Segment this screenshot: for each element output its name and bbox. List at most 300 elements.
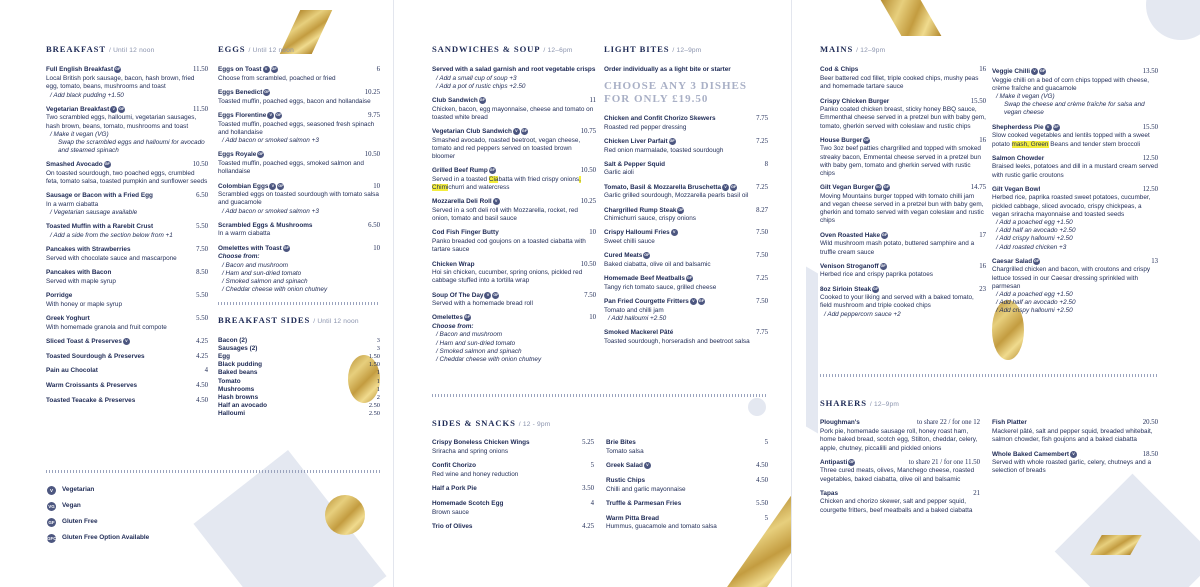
menu-item-name: [46, 315, 90, 324]
menu-item-description: Choose from scrambled, poached or fried: [218, 75, 336, 83]
menu-item-option: / Vegetarian sausage available: [50, 209, 138, 217]
menu-item: [606, 462, 768, 471]
item-name-text: Chicken Wrap: [432, 260, 475, 268]
menu-item-description: Cooked to your liking and served with a baked tomato, field mushroom and triple cooked chips: [820, 294, 974, 310]
item-name-text: Soup Of The Day: [432, 291, 484, 299]
legend-label: Vegetarian: [62, 486, 95, 494]
menu-item-description: Tomato and chilli jam: [604, 306, 664, 314]
menu-item-header: [992, 258, 1158, 267]
sandwiches-column: [432, 44, 596, 370]
item-name-text: Greek Yoghurt: [46, 314, 90, 322]
gf-badge-icon: GF: [1034, 258, 1040, 263]
menu-item: [46, 292, 208, 309]
menu-item: [46, 66, 208, 99]
item-name-text: Tomato, Basil & Mozzarella Bruschetta: [604, 183, 722, 191]
menu-item-header: [218, 151, 380, 160]
gf-badge-icon: GF: [1039, 69, 1046, 73]
item-name-text: Chicken Liver Parfait: [604, 138, 668, 146]
gf-badge-icon: GF: [104, 162, 110, 167]
menu-item-name: [218, 89, 270, 98]
menu-item-option: / Add half an avocado +2.50: [996, 227, 1076, 235]
menu-page-lunch: [408, 0, 792, 587]
menu-item-header: [432, 261, 596, 270]
menu-item-description: Red wine and honey reduction: [432, 471, 519, 478]
side-item-price: 2.50: [368, 402, 380, 410]
legend-item: [46, 518, 206, 527]
legend-label: Gluten Free Option Available: [62, 534, 150, 542]
menu-item-price: 6.50: [368, 221, 380, 229]
menu-item-option: / Ham and sun-dried tomato: [222, 269, 302, 277]
menu-item-price: 5: [590, 462, 594, 470]
item-name-text: Greek Salad: [606, 462, 643, 470]
menu-item-price: 5: [764, 514, 768, 522]
menu-item-name: [820, 232, 888, 241]
eggs-header: EGGS / Until 12 noon: [218, 44, 295, 54]
gfo-badge-icon: GFO: [47, 536, 57, 541]
menu-item-price: 11.50: [192, 66, 208, 74]
menu-item: [604, 161, 768, 178]
item-name-text: Trio of Olives: [432, 522, 473, 530]
menu-item-price: 7.25: [756, 275, 768, 283]
menu-item-option: / Add halloumi +2.50: [608, 314, 667, 322]
menu-item-header: [606, 439, 768, 448]
side-item-name: Baked beans: [218, 369, 258, 377]
gf-badge-icon: GF: [276, 113, 282, 118]
menu-item: [604, 207, 768, 224]
mains-right-column: [992, 68, 1158, 322]
menu-item: [218, 66, 380, 83]
menu-item: [218, 245, 380, 295]
menu-item: [992, 124, 1158, 149]
item-name-text: Oven Roasted Hake: [820, 231, 881, 239]
menu-item-name: [604, 184, 737, 193]
menu-item-description: Sriracha and spring onions: [432, 448, 509, 456]
menu-item-header: [992, 155, 1158, 164]
menu-item-description: Local British pork sausage, bacon, hash brown, fried egg, tomato, beans, mushrooms and toast: [46, 75, 195, 91]
menu-item-option: / Bacon and mushroom: [436, 331, 503, 339]
menu-item-header: [820, 263, 986, 272]
menu-item-price: 10.75: [580, 128, 596, 136]
menu-item-name: [46, 161, 111, 170]
menu-item-price: 16: [979, 66, 986, 74]
menu-item-description: Tangy rich tomato sauce, grilled cheese: [604, 283, 717, 291]
menu-item-name: [604, 329, 673, 338]
menu-item-price: 4: [204, 367, 208, 375]
v-badge-icon: V: [1070, 451, 1077, 458]
side-item-price: 1: [376, 385, 380, 393]
item-name-text: Smoked Mackerel Pâté: [604, 329, 674, 337]
menu-item: [820, 286, 986, 319]
menu-item-price: 5.25: [582, 439, 594, 447]
menu-item-name: [604, 207, 684, 216]
item-name-text: Chargrilled Rump Steak: [604, 206, 677, 214]
item-name-text: Brie Bites: [606, 439, 636, 447]
menu-item-option: / Add a side from the section below from +1: [50, 232, 173, 240]
v-badge-icon: V: [493, 198, 500, 205]
menu-item-option: Swap the cheese and crème fraîche for salsa and vegan cheese: [1004, 101, 1145, 117]
menu-item-name: [46, 353, 145, 362]
menu-item-option: / Smoked salmon and spinach: [436, 347, 522, 355]
menu-item-header: [606, 477, 768, 486]
menu-item-header: [432, 198, 596, 207]
menu-item-price: 7.50: [196, 246, 208, 254]
v-badge-icon: V: [267, 112, 274, 119]
side-item-name: Black pudding: [218, 361, 263, 369]
gf-badge-icon: GF: [114, 67, 121, 72]
v-badge-icon: V: [47, 486, 56, 495]
menu-item-header: [46, 397, 208, 406]
menu-item-price: 20.50: [1142, 419, 1158, 427]
menu-item-price: 8.27: [756, 206, 768, 214]
menu-item-name: [46, 223, 153, 232]
menu-item-price: 16: [979, 136, 986, 144]
item-name-text: Grilled Beef Rump: [432, 167, 488, 175]
menu-item-description: Served in a soft deli roll with Mozzarella, rocket, red onion, tomato and basil sauce: [432, 207, 578, 223]
menu-item-name: [992, 451, 1077, 460]
menu-item-price: 10: [589, 314, 596, 322]
menu-item: [432, 500, 594, 517]
menu-item-description: On toasted sourdough, two poached eggs, crumbled feta, tomato salsa, toasted pumpkin and sunflower seeds: [46, 170, 208, 186]
item-name-text: Warm Croissants & Preserves: [46, 381, 138, 389]
menu-item-header: [46, 367, 208, 376]
menu-item: [604, 298, 768, 323]
menu-item-name: [218, 245, 290, 254]
menu-item-description: Two scrambled eggs, halloumi, vegetarian sausages, hash brown, beans, tomato, mushrooms and toast: [46, 114, 197, 130]
menu-item-price: 13.50: [1142, 68, 1158, 75]
item-name-text: Cod & Chips: [820, 66, 859, 74]
menu-item-header: [432, 167, 596, 176]
menu-item-description: Braised leeks, potatoes and dill in a mustard cream served with rustic garlic croutons: [992, 163, 1158, 179]
side-item-name: Hash browns: [218, 394, 259, 401]
promo-text: CHOOSE ANY 3 DISHES FOR ONLY £19.50: [604, 79, 747, 105]
menu-item-option: / Ham and sun-dried tomato: [436, 339, 516, 347]
menu-item: [604, 115, 768, 132]
menu-item-price: 10.25: [364, 89, 380, 97]
menu-item-description: With honey or maple syrup: [46, 300, 123, 308]
menu-item-description: Served with maple syrup: [46, 277, 116, 285]
item-name-text: Rustic Chips: [606, 477, 646, 484]
menu-item-header: [218, 112, 380, 121]
menu-item-header: [820, 232, 986, 241]
menu-item: [606, 515, 768, 532]
menu-item-price: 7.50: [756, 252, 768, 260]
menu-item: [606, 477, 768, 494]
menu-item-header: [218, 66, 380, 75]
divider: [218, 302, 380, 305]
menu-item-description: Two 3oz beef patties chargrilled and topped with smoked streaky bacon, Emmental cheese served in a pretzel bun with baby gem, tomato and gherkin served with rustic chips: [820, 145, 981, 177]
menu-item-description: Tomato salsa: [606, 448, 644, 456]
menu-item: [820, 232, 986, 257]
gf-badge-icon: GF: [644, 253, 650, 258]
menu-item-header: [432, 523, 594, 532]
menu-item-header: [432, 485, 594, 494]
menu-item-name: [432, 314, 471, 323]
menu-item-description: Herbed rice, paprika roasted sweet potatoes, cucumber, pickled cabbage, sliced avocado, crispy chickpeas, a vegan sriracha mayonnaise and toasted seeds: [992, 194, 1151, 218]
item-name-text: 8oz Sirloin Steak: [820, 285, 872, 293]
menu-item-description: Choose from:: [218, 253, 260, 261]
side-item: [218, 361, 380, 369]
mains-left-column: [820, 44, 986, 325]
menu-item-option: / Add crispy halloumi +2.50: [996, 235, 1073, 243]
side-item: [218, 386, 380, 394]
option-text: / Add a small cup of soup +3: [436, 74, 517, 82]
menu-item-name: [432, 198, 500, 207]
menu-item: [46, 161, 208, 186]
item-name-text: Half a Pork Pie: [432, 485, 477, 493]
menu-item-header: [432, 500, 594, 509]
v-badge-icon: V: [671, 229, 678, 236]
gf-badge-icon: GF: [271, 67, 277, 72]
gf-badge-icon: GF: [479, 98, 485, 102]
gf-badge-icon: GF: [849, 459, 855, 464]
menu-item-name: [604, 161, 665, 170]
menu-item: [820, 137, 986, 178]
menu-item-description: Chargrilled chicken and bacon, with croutons and crispy lettuce tossed in our Caesar dressing sprinkled with parmesan: [992, 266, 1151, 290]
menu-item-header: [820, 459, 980, 468]
menu-item-price: 7.25: [756, 183, 768, 191]
item-name-text: Fish Platter: [992, 419, 1027, 427]
menu-item-name: [432, 523, 472, 532]
menu-item: [432, 314, 596, 364]
menu-item-name: [432, 261, 475, 270]
menu-item-price: 5: [764, 439, 768, 447]
side-item-price: 1: [376, 369, 380, 377]
menu-item-name: [432, 439, 530, 448]
menu-item-price: 10.25: [580, 198, 596, 206]
menu-item-header: [46, 66, 208, 75]
menu-item-option: / Add a poached egg +1.50: [996, 219, 1073, 226]
menu-item-price: 4.25: [582, 522, 594, 530]
menu-item-option: / Add bacon or smoked salmon +3: [222, 137, 319, 145]
legend-item: [46, 534, 206, 543]
menu-item: [432, 128, 596, 161]
menu-item: [432, 198, 596, 223]
item-name-text: Porridge: [46, 292, 73, 300]
v-badge-icon: V: [513, 128, 520, 135]
menu-item: [46, 367, 208, 376]
menu-item-option: / Add crispy halloumi +2.50: [996, 307, 1073, 315]
gf-badge-icon: GF: [521, 129, 528, 134]
side-item-price: 1: [376, 377, 380, 385]
menu-item: [604, 329, 768, 346]
menu-item-header: [46, 338, 208, 347]
menu-item: [604, 229, 768, 246]
menu-item-header: [992, 419, 1158, 428]
menu-item-name: [992, 258, 1040, 267]
menu-item-name: [820, 184, 890, 193]
menu-item-description: Toasted muffin, poached eggs, seasoned fresh spinach and hollandaise: [218, 120, 375, 137]
menu-item: [432, 523, 594, 532]
menu-item-header: [218, 245, 380, 254]
menu-item: [46, 315, 208, 332]
menu-item-price: 4: [590, 499, 594, 507]
menu-item-header: [432, 229, 596, 238]
item-name-text: Colombian Eggs: [218, 182, 269, 190]
side-item-name: Egg: [218, 353, 231, 361]
item-name-text: Crispy Chicken Burger: [820, 97, 890, 105]
menu-item: [432, 261, 596, 286]
menu-item-option: / Cheddar cheese with onion chutney: [436, 355, 542, 363]
menu-item-description: Panko coated chicken breast, sticky honey BBQ sauce, Emmenthal cheese served in a pretzel bun with baby gem, tomato, gherkin served with coleslaw and rustic chips: [820, 106, 986, 130]
menu-item-price: 15.50: [1142, 123, 1158, 131]
menu-item-name: [992, 155, 1044, 164]
side-item-price: 2: [376, 394, 380, 401]
vg-badge-icon: VG: [48, 504, 55, 509]
item-name-text: Pancakes with Strawberries: [46, 246, 131, 254]
menu-item: [432, 167, 596, 192]
menu-item-name: [604, 115, 716, 124]
menu-item: [432, 292, 596, 309]
item-name-text: Vegetarian Breakfast: [46, 105, 110, 113]
menu-item-name: [606, 477, 645, 486]
side-item: [218, 337, 380, 345]
gf-badge-icon: GF: [730, 184, 737, 189]
gf-badge-icon: GF: [119, 106, 125, 111]
menu-item-header: [604, 161, 768, 170]
menu-item-price: 12.50: [1142, 154, 1158, 162]
menu-item-name: [606, 439, 636, 448]
menu-item: [218, 222, 380, 239]
item-name-text: Crispy Halloumi Fries: [604, 229, 670, 237]
menu-item-name: [46, 106, 125, 115]
menu-item: [604, 138, 768, 155]
menu-item-description: Hoi sin chicken, cucumber, spring onions, pickled red cabbage stuffed into a tortilla wrap: [432, 269, 583, 285]
menu-item-price: 7.75: [756, 115, 768, 122]
menu-item-price: 17: [979, 231, 986, 239]
item-name-text: Tapas: [820, 489, 838, 497]
menu-item-name: [46, 292, 72, 301]
menu-item-name: [604, 229, 678, 238]
sides-header: SIDES & SNACKS / 12 - 9pm: [432, 418, 551, 428]
menu-item-option: / Add peppercorn sauce +2: [824, 310, 901, 318]
item-name-text: Gilt Vegan Burger: [820, 184, 874, 192]
item-name-text: Eggs Benedict: [218, 89, 263, 97]
menu-item: [820, 98, 986, 131]
menu-item-name: [820, 419, 860, 428]
menu-item-description: Wild mushroom mash potato, buttered samphire and a truffle cream sauce: [820, 240, 975, 256]
item-name-text: Pancakes with Bacon: [46, 269, 112, 277]
menu-item-header: [218, 89, 380, 98]
item-name-text: Venison Stroganoff: [820, 262, 879, 270]
gf-badge-icon: GF: [493, 292, 499, 297]
menu-item-price: 10.50: [580, 167, 596, 175]
side-item: [218, 345, 380, 353]
menu-item-price: 7.75: [756, 329, 768, 337]
menu-item-name: [218, 66, 278, 75]
menu-item-header: [432, 439, 594, 448]
legend-label: Gluten Free: [62, 518, 98, 526]
menu-item-name: [820, 286, 879, 295]
menu-item-price: 4.25: [196, 352, 208, 360]
v-badge-icon: V: [1045, 124, 1052, 131]
menu-item: [46, 382, 208, 391]
menu-item: [432, 229, 596, 254]
menu-item-price: 23: [979, 285, 986, 293]
menu-item-name: [432, 128, 528, 137]
menu-item-header: [820, 184, 986, 193]
menu-item-header: [604, 329, 768, 338]
menu-item-header: [432, 314, 596, 323]
menu-item-header: [606, 500, 768, 509]
menu-item-name: [992, 124, 1060, 133]
side-item-price: 1.50: [368, 353, 380, 361]
menu-item-name: [46, 269, 111, 278]
menu-item-header: [46, 223, 208, 232]
menu-item-header: [432, 97, 596, 106]
side-item: [218, 394, 380, 402]
menu-item-description: Chicken, bacon, egg mayonnaise, cheese and tomato on toasted white bread: [432, 105, 594, 121]
menu-item-description: Moving Mountains burger topped with tomato chilli jam and vegan cheese served in a pretzel bun with baby gem, gherkin and tomato served with vegan coleslaw and rustic chips: [820, 192, 984, 225]
divider: [46, 470, 380, 473]
menu-item-description: Served with whole roasted garlic, celery, chutneys and a selection of breads: [992, 459, 1152, 475]
menu-item-price: 21: [973, 489, 980, 497]
menu-item-description: Veggie chilli on a bed of corn chips topped with cheese, crème fraîche and guacamole: [992, 76, 1150, 92]
legend-label: Vegan: [62, 502, 81, 510]
item-name-text: Vegetarian Club Sandwich: [432, 128, 512, 136]
vg-badge-icon: VG: [875, 185, 882, 190]
menu-item-option: Swap the scrambled eggs and halloumi for avocado and steamed spinach: [58, 138, 205, 155]
menu-item: [992, 186, 1158, 252]
mains-header: MAINS / 12–9pm: [820, 44, 886, 54]
menu-item-option: / Bacon and mushroom: [222, 261, 289, 269]
item-name-text: Chicken and Confit Chorizo Skewers: [604, 115, 716, 122]
menu-item-header: [606, 515, 768, 524]
menu-item-option: / Add a poached egg +1.50: [996, 291, 1073, 298]
menu-item: [606, 439, 768, 456]
menu-item-price: 5.50: [196, 314, 208, 322]
menu-item-description: Mackerel pâté, salt and pepper squid, breaded whitebait, salmon chowder, fish goujons and a baked ciabatta: [992, 428, 1153, 444]
item-name-text: Ploughman's: [820, 419, 860, 427]
menu-item-price: 15.50: [970, 97, 986, 105]
menu-item: [820, 490, 980, 515]
menu-item-name: [432, 485, 477, 494]
menu-item-header: [604, 184, 768, 193]
gf-badge-icon: GF: [678, 207, 684, 212]
item-name-text: Omelettes with Toast: [218, 244, 282, 252]
menu-item-header: [46, 269, 208, 278]
item-name-text: Mozzarella Deli Roll: [432, 198, 492, 206]
legend-item: [46, 502, 206, 511]
menu-item-price: 4.50: [756, 462, 768, 470]
menu-item-name: [218, 151, 264, 160]
menu-item-header: [604, 252, 768, 261]
menu-item-name: [992, 68, 1046, 77]
menu-item-description: Pork pie, homemade sausage roll, honey roast ham, home baked bread, scotch egg, Stilton, cheddar, celery, apple, chutney, piccalilli and pickled onions: [820, 428, 978, 452]
menu-item-name: [992, 419, 1027, 428]
light-bites-header: LIGHT BITES / 12–9pm: [604, 44, 702, 54]
gold-foil-circle: [325, 495, 365, 535]
menu-item-description: With homemade granola and fruit compote: [46, 323, 167, 331]
menu-item-description: Roasted red pepper dressing: [604, 123, 687, 131]
v-badge-icon: V: [110, 106, 117, 113]
item-name-text: Crispy Boneless Chicken Wings: [432, 439, 530, 447]
v-badge-icon: V: [123, 338, 130, 345]
menu-item: [604, 252, 768, 269]
menu-item-name: [820, 98, 889, 107]
side-item: [218, 369, 380, 377]
menu-item-description: Chilli and garlic mayonnaise: [606, 485, 686, 493]
item-name-text: House Burger: [820, 136, 863, 144]
sides-section: [432, 418, 768, 537]
item-name-text: Caesar Salad: [992, 257, 1033, 265]
side-item-name: Sausages (2): [218, 344, 258, 352]
menu-item-name: [218, 112, 282, 121]
menu-item-option: / Add black pudding +1.50: [50, 91, 124, 99]
side-item: [218, 402, 380, 410]
menu-item-description: Smashed avocado, roasted beetroot, vegan cheese, tomato and red peppers served on toasted brown bloomer: [432, 136, 581, 161]
gf-badge-icon: GF: [883, 185, 890, 190]
menu-item: [992, 451, 1158, 476]
